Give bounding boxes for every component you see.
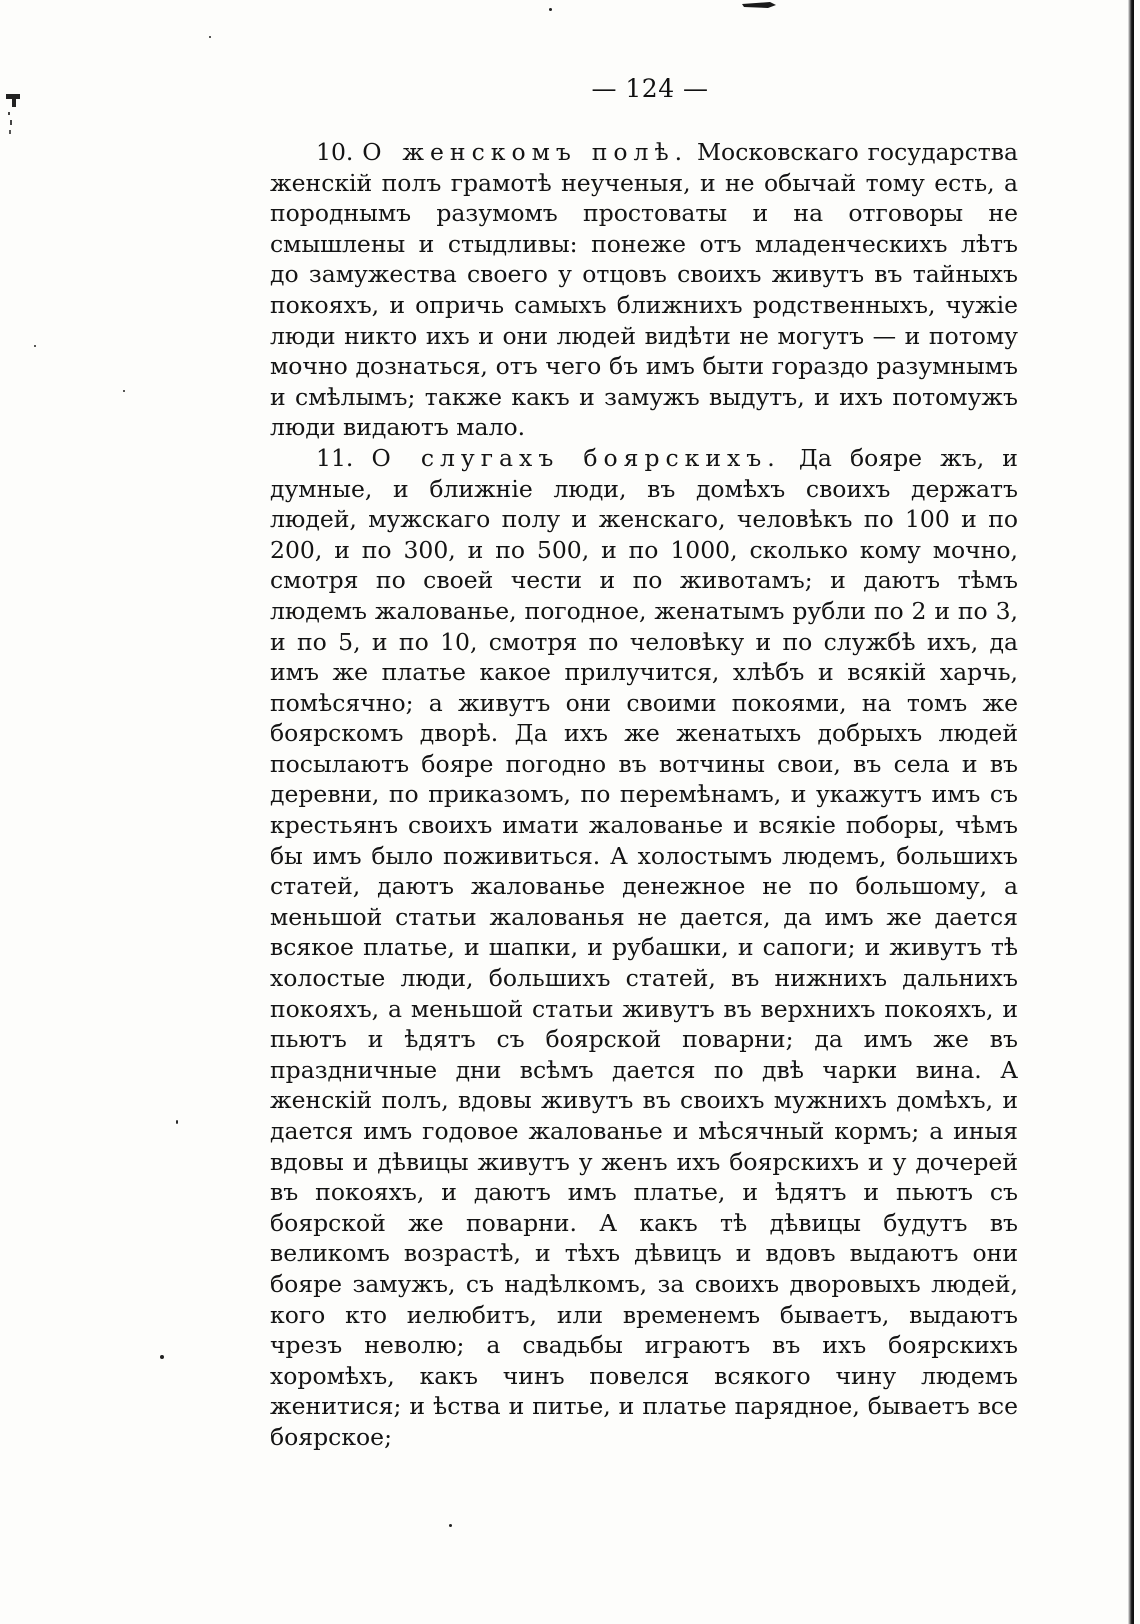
paragraph-heading: О женскомъ полѣ. [362,138,689,166]
ink-speck [176,1120,178,1124]
ink-speck [123,390,125,392]
page-binding-edge [1128,0,1134,1624]
paragraph-number: 11. [316,443,354,472]
body-text [270,137,1018,1453]
ink-blot-mark [740,0,780,10]
paragraph-women [270,137,1018,443]
paragraph-heading: О слугахъ боярскихъ. [371,443,781,472]
ink-speck [209,36,211,38]
page-number: — 124 — [591,74,709,103]
ink-speck [34,345,36,347]
paragraph-body: Московскаго государства женскій полъ грамотѣ неученыя, и не обычай тому есть, а породнымъ разумомъ простоваты и на отговоры не смышлены и стыдливы: понеже отъ младенческихъ лѣтъ до замужества своего у отцовъ своихъ живутъ въ тайныхъ покояхъ, и опричь самыхъ ближнихъ родственныхъ, чужіе люди никто ихъ и они людей видѣти не могутъ — и потому мочно дознаться, отъ чего бъ имъ быти гораздо разумнымъ и смѣлымъ; также какъ и замужъ выдутъ, и ихъ потомужъ люди видаютъ мало. [270,138,1018,442]
paragraph-number: 10. [316,138,354,166]
ink-speck [160,1355,164,1359]
paragraph-boyar-servants [270,443,1018,1453]
paragraph-body: Да бояре жъ, и думные, и ближніе люди, въ домѣхъ своихъ держатъ людей, мужскаго полу и женскаго, человѣкъ по 100 и по 200, и по 300, и по 500, и по 1000, сколько кому мочно, смотря по своей чести и по животамъ; и даютъ тѣмъ людемъ жалованье, погодное, женатымъ рубли по 2 и по 3, и по 5, и по 10, смотря по человѣку и по службѣ ихъ, да имъ же платье какое прилучится, хлѣбъ и всякій харчь, помѣсячно; а живутъ они своими покоями, на томъ же боярскомъ дворѣ. Да ихъ же женатыхъ добрыхъ людей посылаютъ бояре погодно въ вотчины свои, въ села и въ деревни, по приказомъ, по перемѣнамъ, и укажутъ имъ съ крестьянъ своихъ имати жалованье и всякіе поборы, чѣмъ бы имъ было поживиться. А холостымъ людемъ, большихъ статей, даютъ жалованье денежное не по большому, а меньшой статьи жалованья не дается, да имъ же дается всякое платье, и шапки, и рубашки, и сапоги; и живутъ тѣ холостые люди, большихъ статей, въ нижнихъ дальнихъ покояхъ, а меньшой статьи живутъ въ верхнихъ покояхъ, и пьютъ и ѣдятъ съ боярской поварни; да имъ же въ праздничные дни всѣмъ дается по двѣ чарки вина. А женскій полъ, вдовы живутъ въ своихъ мужнихъ домѣхъ, и дается имъ годовое жалованье и мѣсячный кормъ; а иныя вдовы и дѣвицы живутъ у женъ ихъ боярскихъ и у дочерей въ покояхъ, и даютъ имъ платье, и ѣдятъ и пьютъ съ боярской же поварни. А какъ тѣ дѣвицы будутъ въ великомъ возрастѣ, и тѣхъ дѣвицъ и вдовъ выдаютъ они бояре замужъ, съ надѣлкомъ, за своихъ дворовыхъ людей, кого кто иелюбитъ, или временемъ бываетъ, выдаютъ чрезъ неволю; а свадьбы играютъ въ ихъ боярскихъ хоромѣхъ, какъ чинъ повелся всякого чину людемъ женитися; и ѣства и питье, и платье парядное, бываетъ все боярское; [270,443,1018,1451]
ink-speck [449,1524,452,1527]
ink-speck [549,8,552,11]
